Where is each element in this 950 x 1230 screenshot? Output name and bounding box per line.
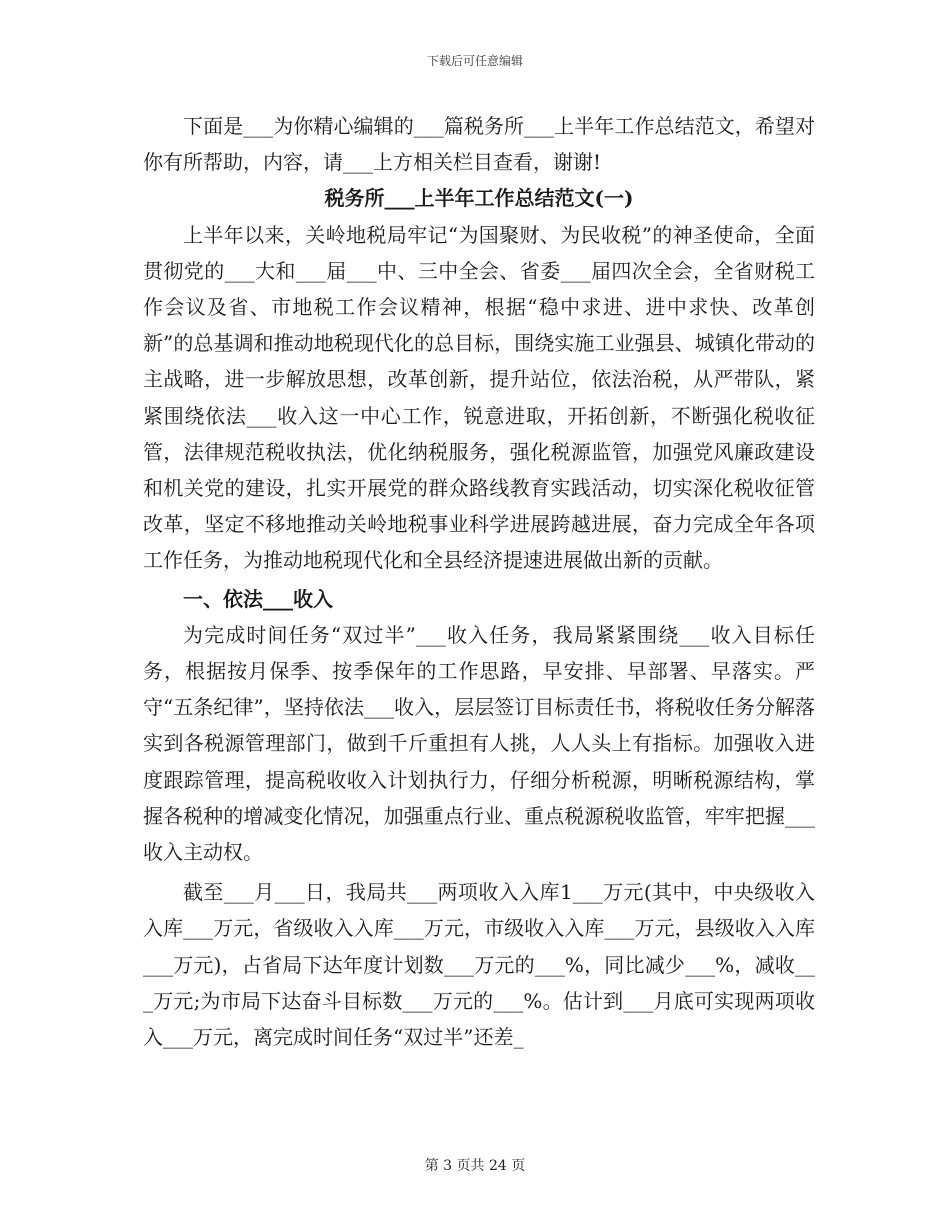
intro-paragraph: 下面是___为你精心编辑的___篇税务所___上半年工作总结范文，希望对你有所帮助，内容，请___上方相关栏目查看，谢谢!: [143, 114, 815, 175]
document-body: [143, 108, 815, 1055]
page-footer-number: 第 3 页共 24 页: [424, 1158, 526, 1174]
paragraph-2: 为完成时间任务“双过半”___收入任务，我局紧紧围绕___收入目标任务，根据按月保季、按季保年的工作思路，早安排、早部署、早落实。严守“五条纪律”，坚持依法___收入，层层签订目标责任书，将税收任务分解落实到各税源管理部门，做到千斤重担有人挑，人人头上有指标。加强收入进度跟踪管理，提高税收收入计划执行力，仔细分析税源，明晰税源结构，掌握各税种的增减变化情况，加强重点行业、重点税源税收监管，牢牢把握___收入主动权。: [143, 622, 815, 865]
section-heading-1: 一、依法___收入: [183, 586, 333, 611]
paragraph-3: 截至___月___日，我局共___两项收入入库1___万元(其中，中央级收入入库___万元，省级收入入库___万元，市级收入入库___万元，县级收入入库___万元)，占省局下达年度计划数___万元的___%，同比减少___%，减收___万元;为市局下达奋斗目标数___万元的___%。估计到___月底可实现两项收入___万元，离完成时间任务“双过半”还差_: [143, 880, 815, 1050]
paragraph-1: 上半年以来，关岭地税局牢记“为国聚财、为民收税”的神圣使命，全面贯彻党的___大和___届___中、三中全会、省委___届四次全会，全省财税工作会议及省、市地税工作会议精神，根据“稳中求进、进中求快、改革创新”的总基调和推动地税现代化的总目标，围绕实施工业强县、城镇化带动的主战略，进一步解放思想，改革创新，提升站位，依法治税，从严带队，紧紧围绕依法___收入这一中心工作，锐意进取，开拓创新，不断强化税收征管，法律规范税收执法，优化纳税服务，强化税源监管，加强党风廉政建设和机关党的建设，扎实开展党的群众路线教育实践活动，切实深化税收征管改革，坚定不移地推动关岭地税事业科学进展跨越进展，奋力完成全年各项工作任务，为推动地税现代化和全县经济提速进展做出新的贡献。: [143, 222, 815, 573]
page-header-note: 下载后可任意编辑: [426, 54, 523, 68]
document-title: 税务所___上半年工作总结范文(一): [324, 186, 634, 211]
